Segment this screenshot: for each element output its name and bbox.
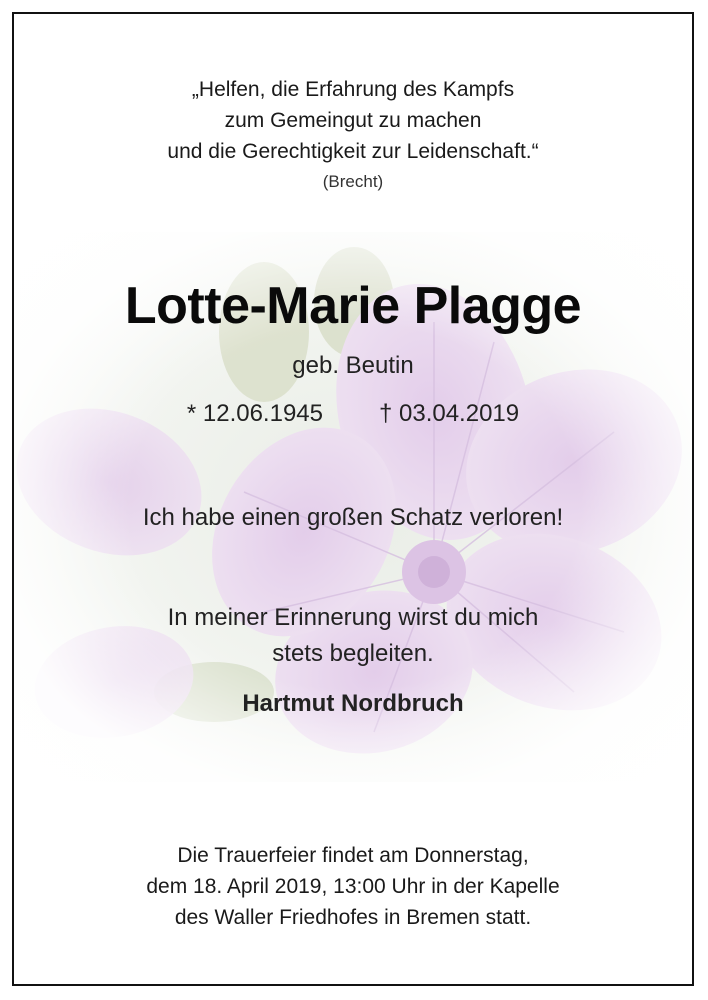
funeral-info <box>14 840 692 933</box>
quote <box>14 74 692 167</box>
deceased-name: Lotte-Marie Plagge <box>124 277 582 335</box>
funeral-line: des Waller Friedhofes in Bremen statt. <box>174 906 532 929</box>
birth-date: * 12.06.1945 <box>186 400 323 427</box>
death-date: † 03.04.2019 <box>378 400 520 427</box>
funeral-line: Die Trauerfeier findet am Donnerstag, <box>177 844 529 867</box>
notice-frame <box>12 12 694 986</box>
mourning-message: Ich habe einen großen Schatz verloren! <box>142 504 564 531</box>
signer-name: Hartmut Nordbruch <box>242 690 464 717</box>
remembrance-line: In meiner Erinnerung wirst du mich <box>167 604 539 631</box>
quote-line: „Helfen, die Erfahrung des Kampfs <box>191 78 515 101</box>
remembrance-message <box>14 600 692 672</box>
remembrance-line: stets begleiten. <box>272 640 434 667</box>
quote-author: (Brecht) <box>322 172 384 191</box>
quote-line: und die Gerechtigkeit zur Leidenschaft.“ <box>167 140 539 163</box>
quote-line: zum Gemeingut zu machen <box>224 109 482 132</box>
life-dates <box>14 400 692 428</box>
funeral-line: dem 18. April 2019, 13:00 Uhr in der Kapelle <box>146 875 560 898</box>
birth-name: geb. Beutin <box>292 352 414 379</box>
